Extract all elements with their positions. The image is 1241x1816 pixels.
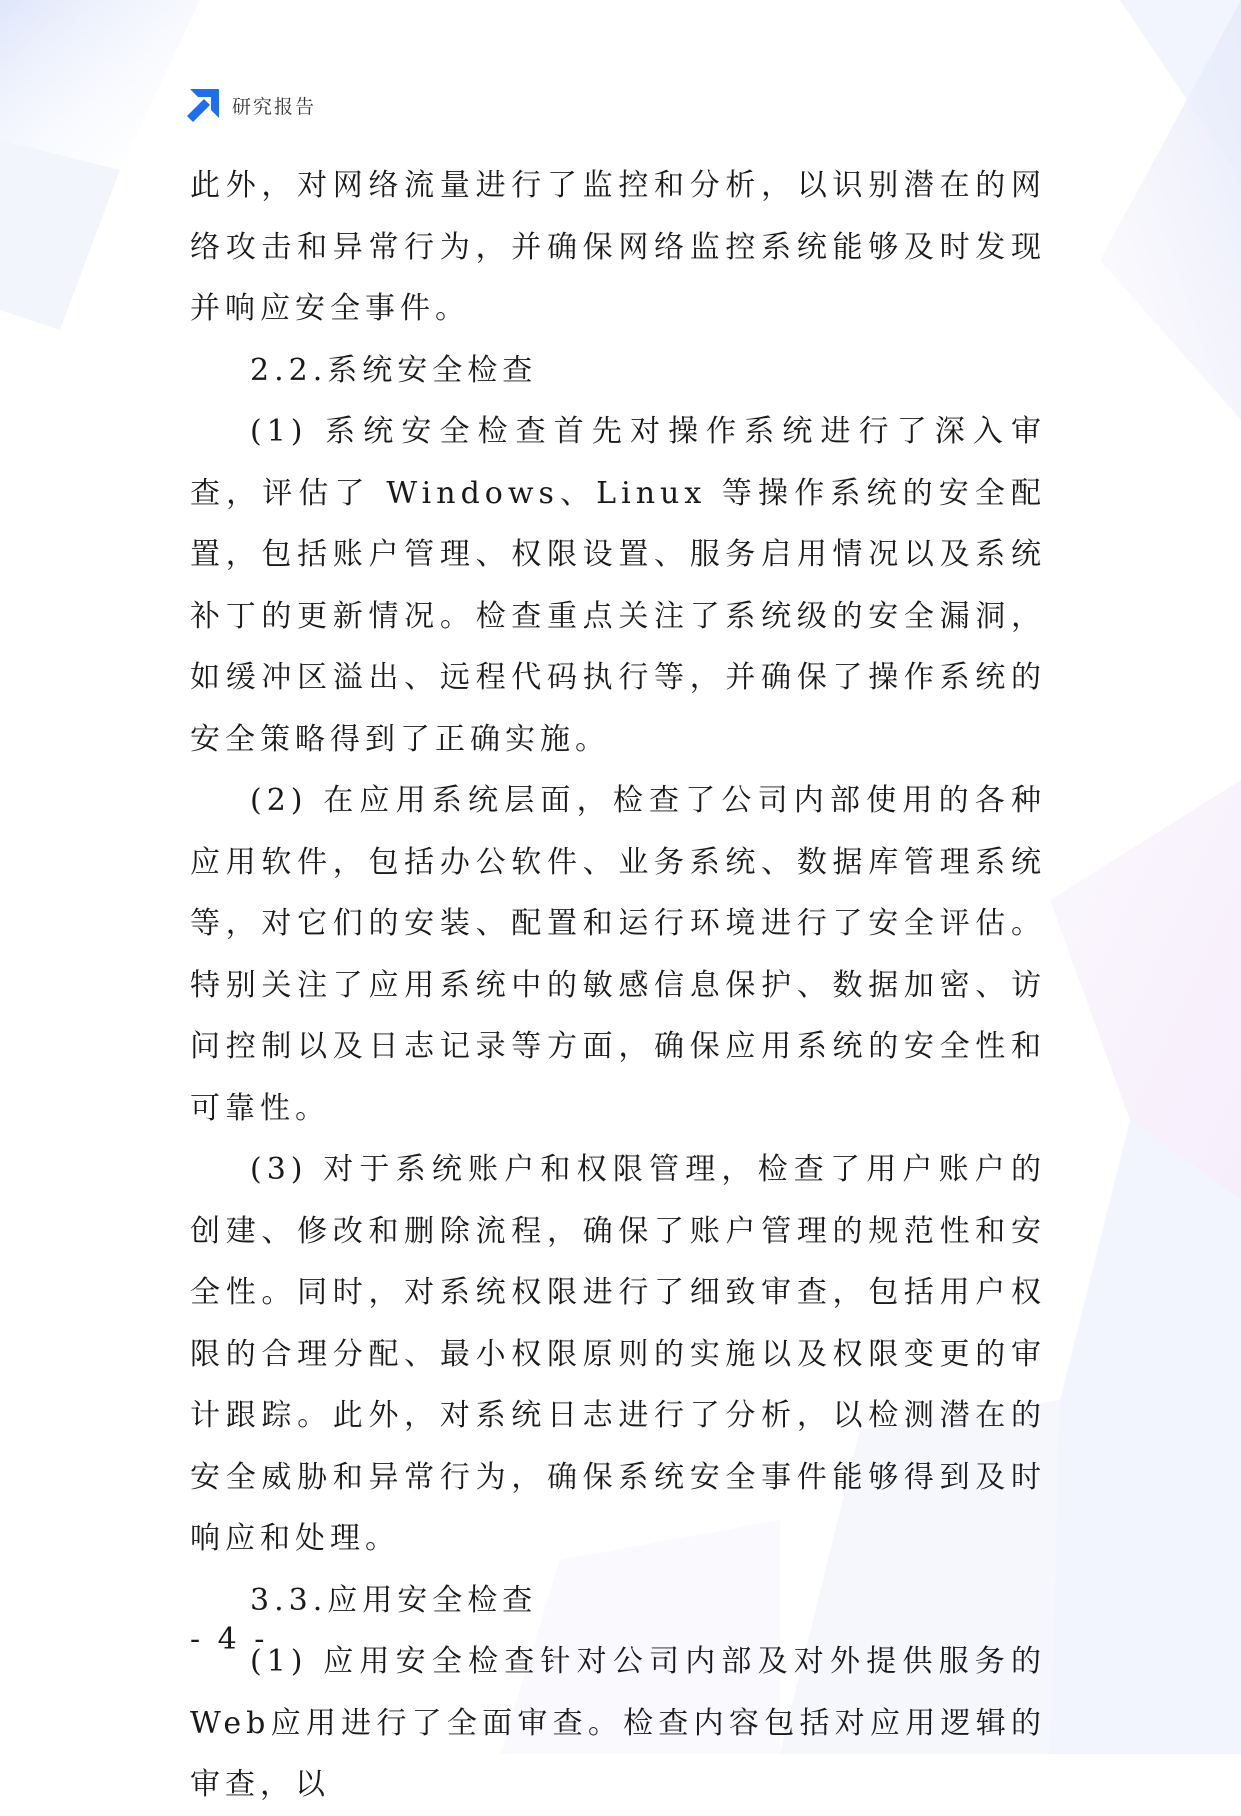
paragraph: 此外，对网络流量进行了监控和分析，以识别潜在的网络攻击和异常行为，并确保网络监控系统能够及时发现并响应安全事件。 (190, 168, 1046, 326)
paragraph: (1) 应用安全检查针对公司内部及对外提供服务的Web应用进行了全面审查。检查内容包括对应用逻辑的审查，以 (190, 1644, 1046, 1802)
document-body (190, 155, 1046, 1816)
report-header (186, 88, 316, 122)
section-heading: 2.2.系统安全检查 (250, 352, 538, 388)
paragraph: (2) 在应用系统层面，检查了公司内部使用的各种应用软件，包括办公软件、业务系统、数据库管理系统等，对它们的安装、配置和运行环境进行了安全评估。特别关注了应用系统中的敏感信息保护、数据加密、访问控制以及日志记录等方面，确保应用系统的安全性和可靠性。 (190, 783, 1046, 1126)
paragraph: (3) 对于系统账户和权限管理，检查了用户账户的创建、修改和删除流程，确保了账户管理的规范性和安全性。同时，对系统权限进行了细致审查，包括用户权限的合理分配、最小权限原则的实施以及权限变更的审计跟踪。此外，对系统日志进行了分析，以检测潜在的安全威胁和异常行为，确保系统安全事件能够得到及时响应和处理。 (190, 1152, 1046, 1556)
page-number: - 4 - (190, 1622, 269, 1657)
section-heading: 3.3.应用安全检查 (250, 1582, 538, 1618)
header-title: 研究报告 (232, 95, 317, 118)
paragraph: (1) 系统安全检查首先对操作系统进行了深入审查，评估了 Windows、Linux 等操作系统的安全配置，包括账户管理、权限设置、服务启用情况以及系统补丁的更新情况。检查重点关注了系统级的安全漏洞，如缓冲区溢出、远程代码执行等，并确保了操作系统的安全策略得到了正确实施。 (190, 414, 1046, 757)
arrow-up-right-icon (186, 88, 220, 122)
